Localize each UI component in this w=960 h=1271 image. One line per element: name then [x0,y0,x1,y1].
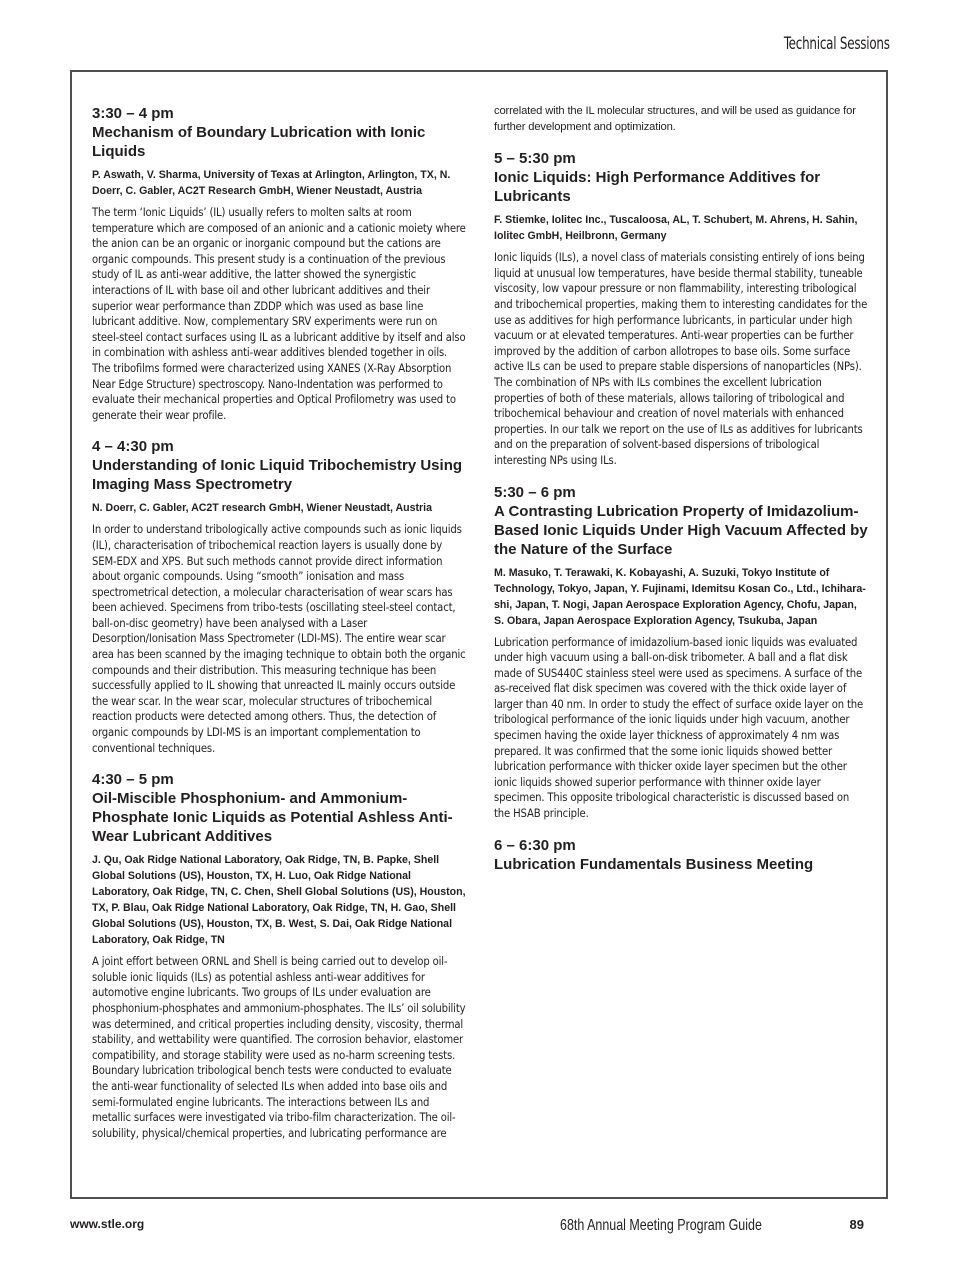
session-title: Lubrication Fundamentals Business Meeting [494,855,814,873]
session-time: 6 – 6:30 pm [494,836,576,854]
session-time: 4:30 – 5 pm [92,771,174,789]
session-6-00 [494,836,868,874]
session-abstract: A joint effort between ORNL and Shell is being carried out to develop oil-soluble ionic liquids (ILs) as potential ashless anti-wear additives for automotive engine lubricants. Two groups of ILs under evaluation are phosphonium-phosphates and ammonium-phosphates. The ILs’ oil solubility was determined, and critical properties including density, viscosity, thermal stability, and wettability were quantified. The corrosion behavior, elastomer compatibility, and storage stability were used as no-harm screening tests. Boundary lubrication tribological bench tests were conducted to evaluate the anti-wear functionality of selected ILs when added into base oils and semi-formulated engine lubricants. The interactions between ILs and metallic surfaces were investigated via tribo-film characterization. The oil-solubility, physical/chemical properties, and lubricating performance are [92,955,466,1140]
page-number: 89 [849,1217,864,1232]
right-column [494,104,868,888]
footer-guide-title: 68th Annual Meeting Program Guide [560,1217,762,1234]
session-time: 5:30 – 6 pm [494,483,576,501]
footer-url: www.stle.org [70,1217,145,1231]
session-authors: F. Stiemke, Iolitec Inc., Tuscaloosa, AL, T. Schubert, M. Ahrens, H. Sahin, Iolitec GmbH, Heilbronn, Germany [494,214,858,243]
session-time: 5 – 5:30 pm [494,150,576,168]
session-time: 3:30 – 4 pm [92,105,174,122]
session-5-00 [494,149,868,468]
session-3-30 [92,104,466,423]
session-title: A Contrasting Lubrication Property of Imidazolium-Based Ionic Liquids Under High Vacuum Affected by the Nature of the Surface [494,502,868,558]
session-title: Mechanism of Boundary Lubrication with Ionic Liquids [92,124,426,160]
session-authors: J. Qu, Oak Ridge National Laboratory, Oak Ridge, TN, B. Papke, Shell Global Solutions (US), Houston, TX, H. Luo, Oak Ridge National Laboratory, Oak Ridge, TN, C. Chen, Shell Global Solutions (US), Houston, TX, P. Blau, Oak Ridge National Laboratory, Oak Ridge, TN, H. Gao, Shell Global Solutions (US), Houston, TX, B. West, S. Dai, Oak Ridge National Laboratory, Oak Ridge, TN [92,854,466,947]
session-abstract: The term ‘Ionic Liquids’ (IL) usually refers to molten salts at room temperature which are composed of an anionic and a cationic moiety where the anion can be an organic or inorganic compound but the cations are organic compounds. This present study is a continuation of the previous study of IL as anti-wear additive, the latter showed the synergistic interactions of IL with base oil and other lubricant additives and their superior wear performance than ZDDP which was used as base line lubricant additive. Now, complementary SRV experiments were run on steel-steel contact surfaces using IL as a lubricant additive by itself and also in combination with ashless anti-wear additives blended together in oils. The tribofilms formed were characterized using XANES (X-Ray Absorption Near Edge Structure) spectroscopy. Nano-Indentation was performed to evaluate their mechanical properties and Optical Profilometry was used to generate their wear profile. [92,206,466,422]
session-abstract: Ionic liquids (ILs), a novel class of materials consisting entirely of ions being liquid at unusual low temperatures, have beside thermal stability, tuneable viscosity, low vapour pressure or non flammability, interesting tribological and tribochemical properties, making them to interesting candidates for the use as additives for high performance lubricants, in particular under high vacuum or at elevated temperatures. Anti-wear properties can be further improved by the addition of carbon allotropes to base oils. Some surface active ILs can be used to prepare stable dispersions of nanoparticles (NPs). The combination of NPs with ILs combines the excellent lubrication properties of both of these materials, allows tailoring of tribological and tribochemical behaviour and creation of novel materials with enhanced properties. In our talk we report on the use of ILs as additives for lubricants and on the preparation of solvent-based dispersions of tribological interesting NPs using ILs. [494,251,868,467]
session-title: Understanding of Ionic Liquid Tribochemistry Using Imaging Mass Spectrometry [92,457,463,494]
session-abstract: In order to understand tribologically active compounds such as ionic liquids (IL), characterisation of tribochemical reaction layers is usually done by SEM-EDX and XPS. But such methods cannot provide direct information about organic compounds. Using “smooth” ionisation and mass spectrometrical detection, a molecular characterisation of wear scars has been achieved. Specimens from tribo-tests (oscillating steel-steel contact, ball-on-disc geometry) have been analysed with a Laser Desorption/Ionisation Mass Spectrometer (LDI-MS). The entire wear scar area has been scanned by the imaging technique to obtain both the organic compounds and their distribution. This measuring technique has been successfully applied to IL showing that unreacted IL mainly occurs outside the wear scar. In the wear scar, molecular structures of tribochemical reaction products were detected among others. Thus, the detection of organic compounds by LDI-MS is an important complementation to conventional techniques. [92,523,466,755]
session-title: Ionic Liquids: High Performance Additives for Lubricants [494,169,821,206]
session-5-30 [494,483,868,822]
section-label: Technical Sessions [784,34,890,54]
session-authors: N. Doerr, C. Gabler, AC2T research GmbH, Wiener Neustadt, Austria [92,502,432,515]
session-abstract: Lubrication performance of imidazolium-based ionic liquids was evaluated under high vacuum using a ball-on-disk tribometer. A ball and a flat disk made of SUS440C stainless steel were used as specimens. A surface of the as-received flat disk specimen was covered with the thick oxide layer of larger than 40 nm. In order to study the effect of surface oxide layer on the tribological performance of the ionic liquids under high vacuum, another specimen having the oxide layer thickness of approximately 4 nm was prepared. It was confirmed that the some ionic liquids showed better lubrication performance with thicker oxide layer specimen but the other ionic liquids showed superior performance with thinner oxide layer specimen. This opposite tribological characteristic is discussed based on the HSAB principle. [494,635,864,821]
session-4-30 [92,770,466,1141]
session-4-00 [92,437,466,756]
session-title: Oil-Miscible Phosphonium- and Ammonium-Phosphate Ionic Liquids as Potential Ashless Anti-Wear Lubricant Additives [92,790,453,846]
left-column [92,104,466,1155]
session-time: 4 – 4:30 pm [92,438,174,456]
continued-abstract: correlated with the IL molecular structures, and will be used as guidance for further development and optimization. [494,105,856,133]
session-authors: M. Masuko, T. Terawaki, K. Kobayashi, A. Suzuki, Tokyo Institute of Technology, Tokyo, Japan, Y. Fujinami, Idemitsu Kosan Co., Ltd., Ichihara-shi, Japan, T. Nogi, Japan Aerospace Exploration Agency, Chofu, Japan, S. Obara, Japan Aerospace Exploration Agency, Tsukuba, Japan [494,566,866,627]
session-authors: P. Aswath, V. Sharma, University of Texas at Arlington, Arlington, TX, N. Doerr, C. Gabler, AC2T Research GmbH, Wiener Neustadt, Austria [92,169,451,197]
